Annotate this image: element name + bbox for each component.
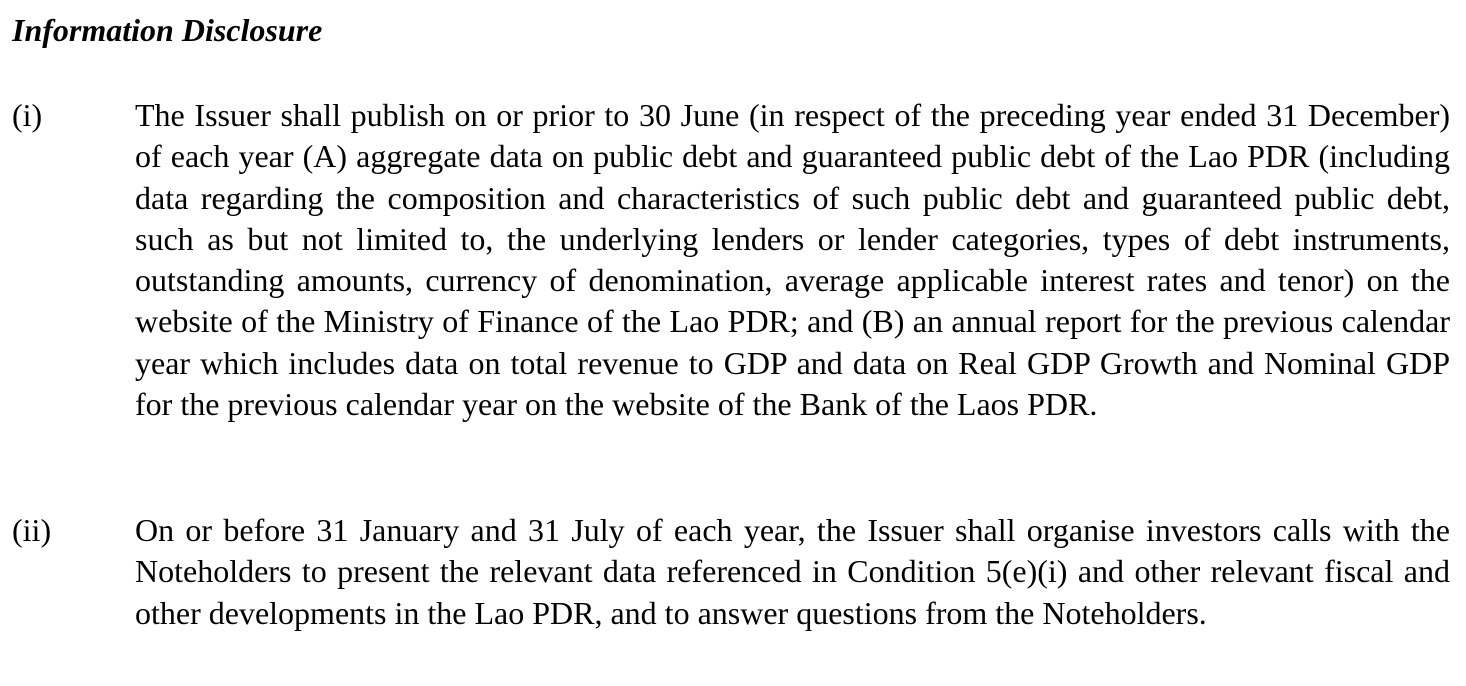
clause-text: On or before 31 January and 31 July of each year, the Issuer shall organise investors calls with the Noteholders to present the relevant data referenced in Condition 5(e)(i) and other relevant fiscal and other developments in the Lao PDR, and to answer questions from the Noteholders. (135, 512, 1450, 631)
section-heading: Information Disclosure (12, 12, 323, 48)
clause-label: (i) (12, 97, 43, 133)
clause-text: The Issuer shall publish on or prior to 30 June (in respect of the preceding year ended 31 December) of each year (A) aggregate data on public debt and guaranteed public debt of the Lao PDR (including data regarding the composition and characteristics of such public debt and guaranteed public debt, such as but not limited to, the underlying lenders or lender categories, types of debt instruments, outstanding amounts, currency of denomination, average applicable interest rates and tenor) on the website of the Ministry of Finance of the Lao PDR; and (B) an annual report for the previous calendar year which includes data on total revenue to GDP and data on Real GDP Growth and Nominal GDP for the previous calendar year on the website of the Bank of the Laos PDR. (135, 97, 1450, 423)
clause-label: (ii) (12, 512, 52, 548)
